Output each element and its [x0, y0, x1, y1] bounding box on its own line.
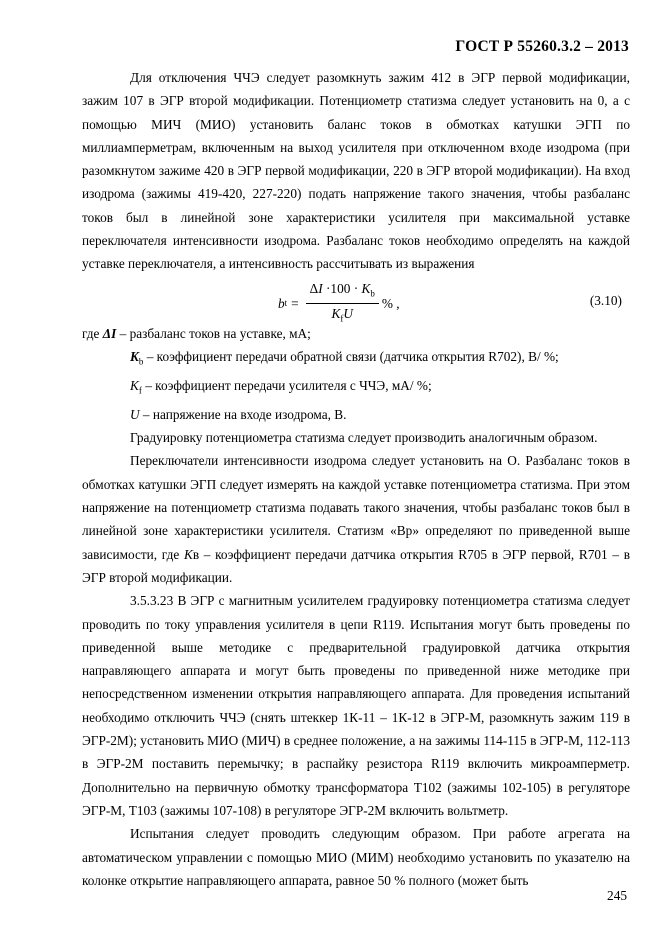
definition-symbol: K	[130, 377, 139, 393]
page-number: 245	[607, 888, 627, 903]
formula-num-i: I	[318, 280, 323, 296]
paragraph-3-symbol: K	[183, 546, 193, 562]
definition-symbol: U	[130, 406, 140, 422]
definition-subscript: f	[138, 385, 142, 396]
paragraph-1: Для отключения ЧЧЭ следует разомкнуть зажим 412 в ЭГР первой модификации, зажим 107 в ЭГР второй модификации. Потенциометр статизма следует установить на 0, а с помощью МИЧ (МИО) установить баланс токов в обмотках катушки ЭГП по миллиамперметрам, включенным на выход усилителя при отключенном входе изодрома (при разомкнутом зажиме 420 в ЭГР первой модификации, 220 в ЭГР второй модификации). На вход изодрома (зажимы 419-420, 227-220) подать напряжение такого значения, чтобы разбаланс токов был в линейной зоне характеристики усилителя при максимальной уставке переключателя интенсивности изодрома. Разбаланс токов необходимо определять на каждой уставке переключателя, а интенсивность рассчитывать из выражения	[82, 70, 630, 272]
definition-subscript: b	[138, 356, 144, 367]
definition-prefix: где	[82, 325, 103, 341]
formula-expression	[278, 280, 400, 328]
definition-u	[82, 403, 630, 426]
definition-text: – напряжение на входе изодрома, В.	[139, 406, 347, 422]
definition-text: – коэффициент передачи усилителя с ЧЧЭ, мА/ %;	[141, 377, 432, 393]
paragraph-3-part-b: в – коэффициент передачи датчика открытия R705 в ЭГР первой, R701 – в ЭГР второй модификации.	[82, 546, 630, 585]
formula-delta: Δ	[309, 280, 319, 296]
paragraph-2: Градуировку потенциометра статизма следует производить аналогичным образом.	[130, 430, 598, 446]
definition-symbol: K	[130, 348, 139, 364]
paragraph-4: 3.5.3.23 В ЭГР с магнитным усилителем градуировку потенциометра статизма следует проводить по току управления усилителя в цепи R119. Испытания могут быть проведены по приведенной выше методике с предварительной градуировкой датчика открытия направляющего аппарата и могут быть проведены по приведенной ниже методике при непосредственном изменении открытия направляющего аппарата. Для проведения испытаний необходимо отключить ЧЧЭ (снять штеккер 1К-11 – 1К-12 в ЭГР-М, разомкнуть зажим 119 в ЭГР-2М); установить МИО (МИЧ) в среднее положение, а на зажимы 114-115 в ЭГР-М, 112-113 в ЭГР-2М поставить перемычку; в распайку резистора R119 включить микроамперметр. Дополнительно на первичную обмотку трансформатора Т102 (зажимы 102-105) в регуляторе ЭГР-М, Т103 (зажимы 107-108) в регуляторе ЭГР-2М включить вольтметр.	[82, 593, 630, 818]
formula-denominator	[328, 304, 357, 328]
paragraph-3-part-a: Переключатели интенсивности изодрома следует установить на О. Разбаланс токов в обмотках катушки ЭГП следует измерять на каждой уставке потенциометра статизма. При этом напряжение на потенциометр статизма подавать такого значения, чтобы разбаланс токов был в линейной зоне характеристики усилителя. Статизм «Вр» определяют по приведенной выше зависимости, где	[82, 453, 630, 562]
formula-den-k-sub: f	[340, 313, 344, 324]
formula-num-k: K	[361, 280, 371, 296]
body-text	[82, 66, 630, 892]
formula-numerator	[306, 280, 379, 305]
paragraph-3	[82, 449, 630, 589]
formula-num-k-sub: b	[370, 288, 375, 299]
formula-num-mid: ·100 ·	[322, 280, 362, 296]
paragraph-5: Испытания следует проводить следующим образом. При работе агрегата на автоматическом управлении с помощью МИО (МИМ) необходимо установить по указателю на колонке открытие направляющего аппарата, равное 50 % полного (может быть	[82, 826, 630, 888]
formula-fraction	[306, 280, 379, 328]
formula-3-10	[82, 276, 630, 322]
formula-den-k: K	[331, 306, 341, 322]
definition-kf	[82, 374, 630, 403]
definition-kb	[82, 345, 630, 374]
equation-number: (3.10)	[589, 292, 622, 308]
definition-text: – коэффициент передачи обратной связи (датчика открытия R702), В/ %;	[143, 348, 559, 364]
formula-lhs-var: b	[278, 296, 285, 312]
standard-header: ГОСТ Р 55260.3.2 – 2013	[455, 38, 629, 55]
formula-den-u: U	[343, 306, 353, 322]
definition-symbol: ΔI	[102, 325, 117, 341]
definition-text: – разбаланс токов на уставке, мА;	[116, 325, 311, 341]
formula-equals: =	[291, 296, 299, 312]
formula-suffix: % ,	[381, 296, 400, 312]
formula-lhs-sub: t	[284, 298, 288, 309]
